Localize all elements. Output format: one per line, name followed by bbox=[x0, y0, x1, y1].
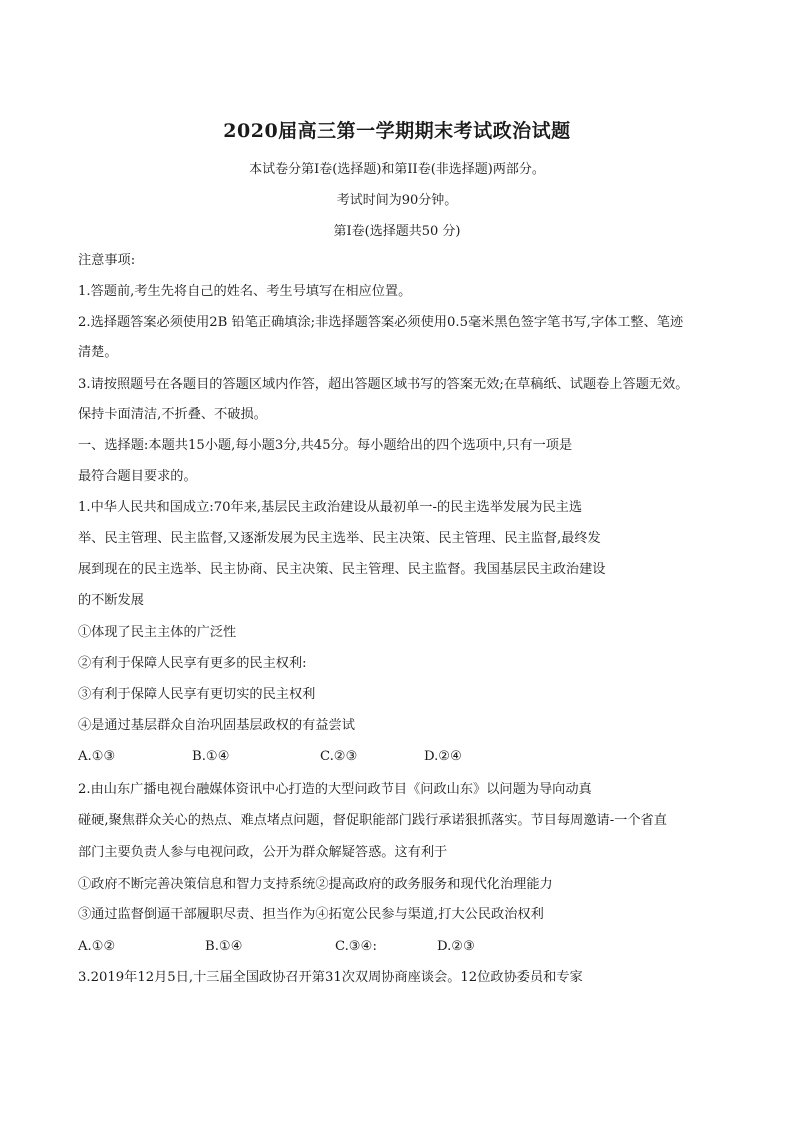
note-2-line-1: 2.选择题答案必须使用2B 铅笔正确填涂;非选择题答案必须使用0.5毫米黑色签字笔书写,字体工整、笔迹 bbox=[78, 315, 684, 330]
q1-choice-2: ②有利于保障人民享有更多的民主权利: bbox=[78, 656, 307, 671]
q2-option-b: B.①④ bbox=[205, 939, 243, 954]
q1-stem-line-1: 1.中华人民共和国成立:70年来,基层民主政治建设从最初单一-的民主选举发展为民主选 bbox=[78, 500, 583, 515]
q1-option-d: D.②④ bbox=[424, 749, 462, 764]
q2-stem-line-2: 碰硬,聚焦群众关心的热点、难点堵点问题，督促职能部门践行承诺狠抓落实。节目每周邀请-一个省直 bbox=[78, 813, 667, 828]
q1-option-a: A.①③ bbox=[78, 749, 116, 764]
page-title: 2020届高三第一学期期末考试政治试题 bbox=[223, 120, 571, 142]
section-instructions-line-2: 最符合题目要求的。 bbox=[78, 469, 197, 484]
q2-stem-line-1: 2.由山东广播电视台融媒体资讯中心打造的大型问政节目《问政山东》以问题为导向动真 bbox=[78, 782, 592, 797]
q2-stem-line-3: 部门主要负责人参与电视问政，公开为群众解疑答惑。这有利于 bbox=[78, 845, 448, 860]
q1-stem-line-4: 的不断发展 bbox=[78, 593, 144, 608]
q2-options bbox=[78, 937, 475, 957]
section-instructions-line-1: 一、选择题:本题共15小题,每小题3分,共45分。每小题给出的四个选项中,只有一项是 bbox=[78, 438, 573, 453]
notes-heading: 注意事项: bbox=[78, 253, 136, 268]
q1-stem-line-2: 举、民主管理、民主监督,又逐渐发展为民主选举、民主决策、民主管理、民主监督,最终发 bbox=[78, 531, 601, 546]
q1-option-c: C.②③ bbox=[320, 749, 358, 764]
note-3-line-1: 3.请按照题号在各题目的答题区域内作答，超出答题区域书写的答案无效;在草稿纸、试题卷上答题无效。 bbox=[78, 377, 689, 392]
q1-choice-4: ④是通过基层群众自治巩固基层政权的有益尝试 bbox=[78, 718, 355, 733]
note-1: 1.答题前,考生先将自己的姓名、考生号填写在相应位置。 bbox=[78, 284, 412, 299]
note-2-line-2: 清楚。 bbox=[78, 345, 118, 360]
q2-choice-line-1: ①政府不断完善决策信息和智力支持系统②提高政府的政务服务和现代化治理能力 bbox=[78, 877, 553, 892]
exam-time-note: 考试时间为90分钟。 bbox=[336, 193, 458, 208]
q1-options bbox=[78, 747, 462, 767]
q3-stem-line-1: 3.2019年12月5日,十三届全国政协召开第31次双周协商座谈会。12位政协委员和专家 bbox=[78, 970, 583, 985]
q2-option-d: D.②③ bbox=[437, 939, 475, 954]
q2-choice-line-2: ③通过监督倒逼干部履职尽责、担当作为④拓宽公民参与渠道,打大公民政治权利 bbox=[78, 907, 544, 922]
note-3-line-2: 保持卡面清洁,不折叠、不破损。 bbox=[78, 407, 267, 422]
q2-option-a: A.①② bbox=[78, 939, 116, 954]
q2-option-c: C.③④: bbox=[335, 939, 377, 954]
section-one-heading: 第I卷(选择题共50 分) bbox=[333, 224, 461, 239]
exam-structure-note: 本试卷分第I卷(选择题)和第II卷(非选择题)两部分。 bbox=[249, 162, 545, 177]
q1-choice-1: ①体现了民主主体的广泛性 bbox=[78, 625, 237, 640]
q1-stem-line-3: 展到现在的民主选举、民主协商、民主决策、民主管理、民主监督。我国基层民主政治建设 bbox=[78, 562, 606, 577]
q1-choice-3: ③有利于保障人民享有更切实的民主权利 bbox=[78, 687, 316, 702]
q1-option-b: B.①④ bbox=[192, 749, 230, 764]
